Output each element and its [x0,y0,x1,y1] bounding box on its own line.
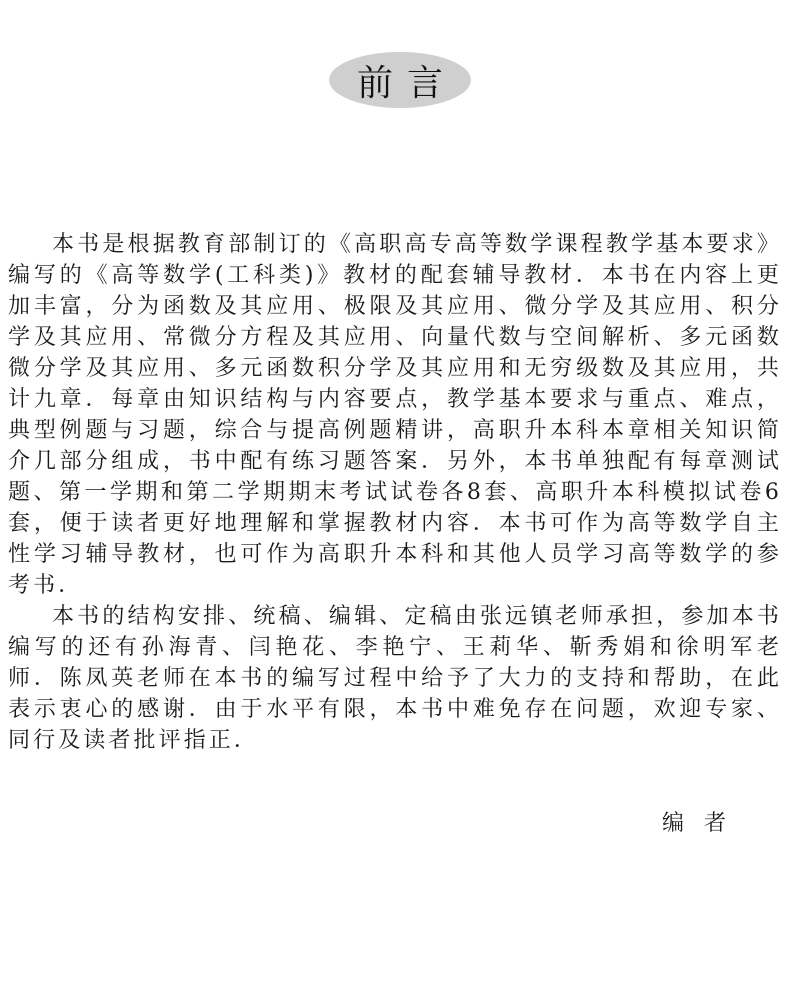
preface-body [8,229,782,756]
author-signature: 编者 [662,811,747,836]
title-area [0,50,800,110]
paragraph-1: 本书是根据教育部制订的《高职高专高等数学课程教学基本要求》编写的《高等数学(工科类)》教材的配套辅导教材．本书在内容上更加丰富，分为函数及其应用、极限及其应用、微分学及其应用、积分学及其应用、常微分方程及其应用、向量代数与空间解析、多元函数微分学及其应用、多元函数积分学及其应用和无穷级数及其应用，共计九章．每章由知识结构与内容要点，教学基本要求与重点、难点，典型例题与习题，综合与提高例题精讲，高职升本科本章相关知识简介几部分组成，书中配有练习题答案．另外，本书单独配有每章测试题、第一学期和第二学期期末考试试卷各8套、高职升本科模拟试卷6套，便于读者更好地理解和掌握教材内容．本书可作为高等数学自主性学习辅导教材，也可作为高职升本科和其他人员学习高等数学的参考书． [8,232,782,598]
paragraph-2: 本书的结构安排、统稿、编辑、定稿由张远镇老师承担，参加本书编写的还有孙海青、闫艳花、李艳宁、王莉华、靳秀娟和徐明军老师．陈凤英老师在本书的编写过程中给予了大力的支持和帮助，在此表示衷心的感谢．由于水平有限，本书中难免存在问题，欢迎专家、同行及读者批评指正． [8,604,782,753]
page-title: 前言 [329,52,471,108]
